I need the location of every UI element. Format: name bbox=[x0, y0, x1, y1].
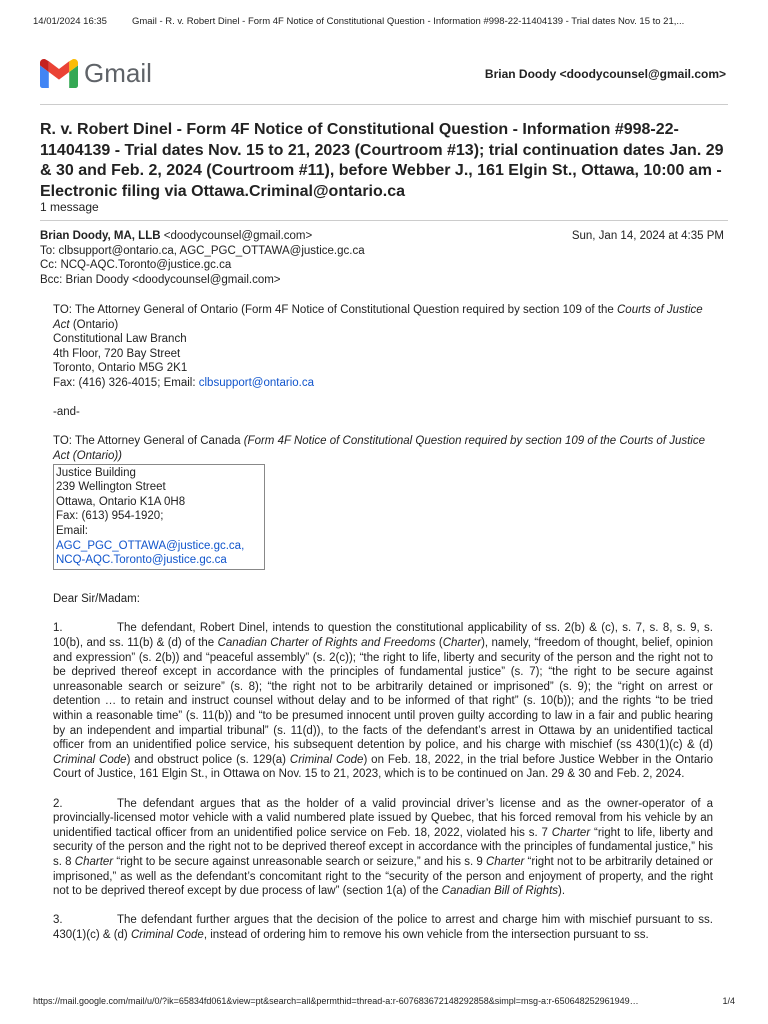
print-url: https://mail.google.com/mail/u/0/?ik=65834fd061&view=pt&search=all&permthid=thread-a:r-607683672148292858&simpl=msg-a:r-650648252961949… bbox=[33, 996, 639, 1006]
bcc-recipients: Bcc: Brian Doody <doodycounsel@gmail.com> bbox=[40, 273, 281, 286]
paragraph-number: 3. bbox=[53, 914, 63, 927]
message-body bbox=[53, 303, 713, 943]
canada-to-prefix: TO: The Attorney General of Canada bbox=[53, 435, 244, 448]
canada-email-line bbox=[56, 524, 262, 553]
print-datetime: 14/01/2024 16:35 bbox=[33, 16, 107, 27]
ontario-act-name: Courts of Justice Act bbox=[53, 304, 703, 331]
ontario-address-line: Constitutional Law Branch bbox=[53, 333, 187, 346]
paragraph-number: 2. bbox=[53, 797, 63, 810]
gmail-logo[interactable] bbox=[40, 58, 152, 89]
ontario-to-suffix: (Ontario) bbox=[69, 318, 119, 331]
ontario-contact-line bbox=[53, 376, 713, 391]
canada-address-box bbox=[53, 464, 265, 570]
paragraph-2: 2. The defendant argues that as the holder of a valid provincial driver’s license and as the owner-operator of a provincially-licensed motor vehicle with a valid numbered plate issued by Quebec, that his forced removal from his vehicle by an unidentified tactical officer from an unidentified police service on Feb. 18, 2022, violated his s. 7 Charter “right to life, liberty and security of the person and the right not to be deprived thereof except in accordance with the principles of fundamental justice,” his s. 8 Charter “right to be secure against unreasonable search or seizure,” and his s. 9 Charter “right not to be arbitrarily detained or imprisoned,” as well as the defendant’s concomitant right to the “security of the person and enjoyment of property, and the right not to be deprived thereof except by due process of law” (section 1(a) of the Canadian Bill of Rights). bbox=[53, 797, 714, 898]
ontario-recipient-line bbox=[53, 303, 713, 332]
ontario-email-link[interactable]: clbsupport@ontario.ca bbox=[198, 376, 314, 389]
cc-recipients: Cc: NCQ-AQC.Toronto@justice.gc.ca bbox=[40, 259, 232, 272]
ontario-address-line: 4th Floor, 720 Bay Street bbox=[53, 347, 181, 360]
account-identity: Brian Doody <doodycounsel@gmail.com> bbox=[484, 67, 726, 81]
print-page-number: 1/4 bbox=[722, 996, 735, 1006]
sender-name: Brian Doody, MA, LLB bbox=[40, 230, 161, 242]
canada-address-line: Ottawa, Ontario K1A 0H8 bbox=[56, 495, 186, 508]
paragraph-1: 1. The defendant, Robert Dinel, intends to question the constitutional applicability of ss. 2(b) & (c), s. 7, s. 8, s. 9, s. 10(b), and ss. 11(b) & (d) of the Canadian Charter of Rights and Freedoms (Charter), namely, “freedom of thought, belief, opinion and expression” (s. 2(b)) and “peaceful assembly” (s. 2(c)); “the right to life, liberty and security of the person and the right not to be deprived thereof except in accordance with the principles of fundamental justice” (s. 7); “the right to be secure against unreasonable search or seizure” (s. 8); “the right not to be arbitrarily detained or imprisoned” (s. 9); the “right on arrest or detention … to retain and instruct counsel without delay and to be informed of that right” (s. 10(b)); and the rights “to be tried within a reasonable time” (s. 11(b)) and “to be presumed innocent until proven guilty according to law in a fair and public hearing by an independent and impartial tribunal” (s. 11(d)), to the facts of the defendant’s arrest in Ottawa by an unidentified tactical officer from an unidentified police service, his subsequent detention by police, and his charge with mischief (ss 430(1)(c) & (d) Criminal Code) and obstruct police (s. 129(a) Criminal Code) on Feb. 18, 2022, in the trial before Justice Webber in the Ontario Court of Justice, 161 Elgin St., in Ottawa on Nov. 15 to 21, 2023, which is to be continued on Jan. 29 & 30 and Feb. 2, 2024. bbox=[53, 622, 714, 781]
ontario-address-line: Toronto, Ontario M5G 2K1 bbox=[53, 362, 188, 375]
email-subject: R. v. Robert Dinel - Form 4F Notice of Constitutional Question - Information #998-22-11404139 - Trial dates Nov. 15 to 21, 2023 (Courtroom #13); trial continuation dates Jan. 29 & 30 and Feb. 2, 2024 (Courtroom #11), before Webber J., 161 Elgin St., Ottawa, 10:00 am - Electronic filing via Ottawa.Criminal@ontario.ca bbox=[40, 121, 724, 200]
gmail-m-icon bbox=[40, 59, 78, 88]
canada-recipient-line bbox=[53, 434, 713, 463]
sender-email: <doodycounsel@gmail.com> bbox=[163, 230, 313, 242]
canada-email-prefix: Email: bbox=[56, 524, 88, 537]
print-title: Gmail - R. v. Robert Dinel - Form 4F Notice of Constitutional Question - Information #998-22-11404139 - Trial dates Nov. 15 to 21,... bbox=[132, 16, 685, 27]
canada-address-line: Justice Building bbox=[56, 466, 136, 479]
thread-divider bbox=[40, 220, 728, 221]
gmail-logo-text: Gmail bbox=[84, 58, 152, 88]
ontario-fax: Fax: (416) 326-4015; Email: bbox=[53, 376, 199, 389]
salutation: Dear Sir/Madam: bbox=[53, 593, 140, 606]
ncq-email-link[interactable]: NCQ-AQC.Toronto@justice.gc.ca bbox=[56, 554, 227, 567]
message-count: 1 message bbox=[40, 200, 99, 214]
canada-address-line: 239 Wellington Street bbox=[56, 481, 166, 494]
message-header bbox=[40, 229, 728, 287]
paragraph-3: 3. The defendant further argues that the decision of the police to arrest and charge him with mischief pursuant to ss. 430(1)(c) & (d) Criminal Code, instead of ordering him to remove his own vehicle from the intersection pursuant to ss. bbox=[53, 914, 713, 941]
agc-email-link[interactable]: AGC_PGC_OTTAWA@justice.gc.ca, bbox=[56, 539, 245, 552]
canada-fax: Fax: (613) 954-1920; bbox=[56, 510, 164, 523]
to-recipients: To: clbsupport@ontario.ca, AGC_PGC_OTTAWA@justice.gc.ca bbox=[40, 244, 365, 257]
canada-act-name: (Form 4F Notice of Constitutional Question required by section 109 of the Courts of Justice Act (Ontario)) bbox=[53, 435, 706, 462]
header-divider bbox=[40, 104, 728, 105]
message-date: Sun, Jan 14, 2024 at 4:35 PM bbox=[571, 230, 724, 242]
paragraph-number: 1. bbox=[53, 622, 63, 635]
ontario-to-prefix: TO: The Attorney General of Ontario (Form 4F Notice of Constitutional Question required by section 109 of the bbox=[53, 304, 617, 316]
and-separator: -and- bbox=[53, 406, 80, 419]
